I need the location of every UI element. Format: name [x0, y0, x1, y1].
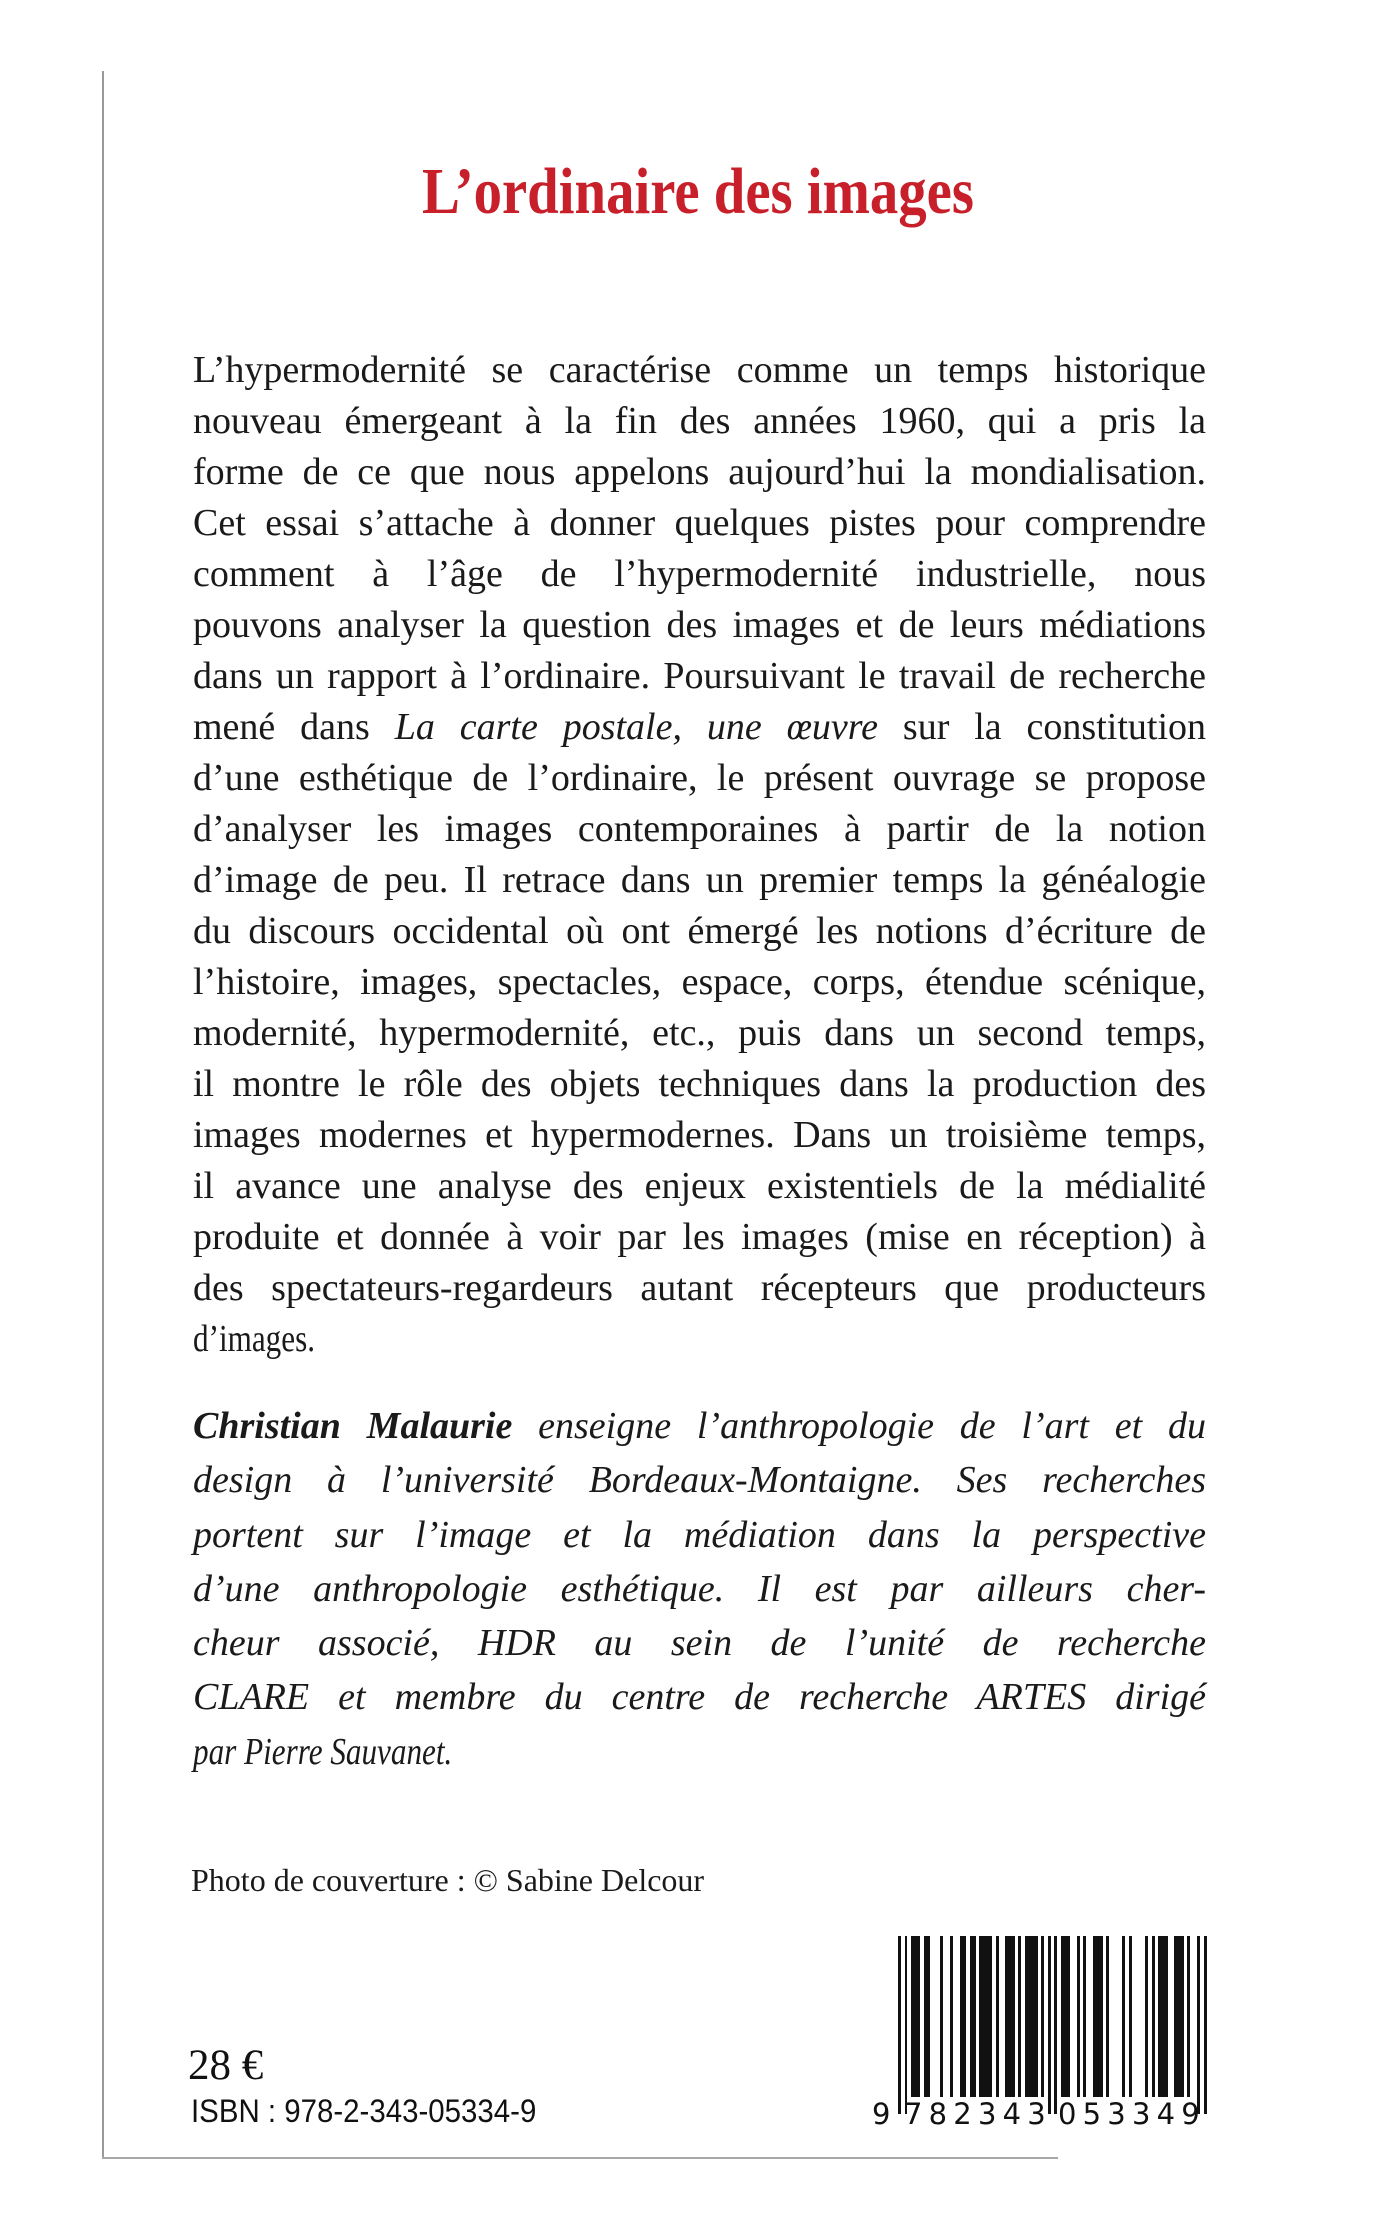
description-line: forme de ce que nous appelons aujourd’hui la mondialisation.	[193, 451, 1206, 493]
book-title: L’ordinaire des images	[422, 155, 974, 228]
bio-line: portent sur l’image et la médiation dans la perspective	[193, 1513, 1206, 1556]
barcode-bar	[924, 1936, 930, 2097]
barcode-bar	[979, 1936, 992, 2097]
description-paragraph	[193, 345, 1206, 1365]
bio-line: design à l’université Bordeaux-Montaigne. Ses recherches	[193, 1459, 1206, 1502]
barcode-bar	[1093, 1936, 1102, 2097]
description-line: mené dans La carte postale, une œuvre sur la constitution	[193, 706, 1206, 748]
ean13-barcode	[872, 1936, 1212, 2132]
bio-line: cheur associé, HDR au sein de l’unité de recherche	[193, 1622, 1206, 1665]
barcode-bar	[1187, 1936, 1190, 2097]
barcode-bar	[1106, 1936, 1109, 2097]
barcode-bar	[970, 1936, 976, 2097]
barcode-bar	[950, 1936, 953, 2097]
description-line: dans un rapport à l’ordinaire. Poursuivant le travail de recherche	[193, 655, 1206, 697]
description-line: Cet essai s’attache à donner quelques pistes pour comprendre	[193, 502, 1206, 544]
description-line: d’analyser les images contemporaines à partir de la notion	[193, 808, 1206, 850]
cited-work-title: La carte postale, une œuvre	[394, 706, 879, 748]
description-line: produite et donnée à voir par les images (mise en réception) à	[193, 1216, 1206, 1258]
price: 28 €	[188, 2042, 264, 2089]
bio-line: CLARE et membre du centre de recherche ARTES dirigé	[193, 1676, 1206, 1719]
barcode-left-group: 782343	[904, 2097, 1052, 2131]
description-line: du discours occidental où ont émergé les notions d’écriture de	[193, 910, 1206, 952]
bio-line: par Pierre Sauvanet.	[193, 1730, 453, 1773]
description-line: comment à l’âge de l’hypermodernité industrielle, nous	[193, 553, 1206, 595]
description-line: d’image de peu. Il retrace dans un premier temps la généalogie	[193, 859, 1206, 901]
barcode-bar	[1077, 1936, 1080, 2097]
barcode-bar	[1061, 1936, 1070, 2097]
description-line: d’une esthétique de l’ordinaire, le présent ouvrage se propose	[193, 757, 1206, 799]
barcode-right-group: 053349	[1058, 2097, 1206, 2131]
barcode-first-digit: 9	[872, 2097, 891, 2131]
description-line: images modernes et hypermodernes. Dans un troisième temps,	[193, 1114, 1206, 1156]
description-line: d’images.	[193, 1318, 316, 1360]
barcode-bar	[1005, 1936, 1014, 2097]
isbn-number: ISBN : 978-2-343-05334-9	[191, 2093, 537, 2129]
description-line: L’hypermodernité se caractérise comme un temps historique	[193, 349, 1206, 391]
barcode-bar	[996, 1936, 999, 2097]
barcode-bar	[960, 1936, 966, 2097]
bio-line: d’une anthropologie esthétique. Il est par ailleurs cher-	[193, 1567, 1206, 1610]
barcode-bar	[1197, 1936, 1200, 2114]
bio-line: Christian Malaurie enseigne l’anthropologie de l’art et du	[193, 1405, 1206, 1447]
barcode-bar	[1018, 1936, 1021, 2097]
barcode-bar	[1083, 1936, 1086, 2097]
description-line: des spectateurs-regardeurs autant récepteurs que producteurs	[193, 1267, 1206, 1309]
barcode-bar	[1174, 1936, 1183, 2097]
barcode-bar	[898, 1936, 901, 2114]
description-line: l’histoire, images, spectacles, espace, corps, étendue scénique,	[193, 961, 1206, 1003]
description-line: pouvons analyser la question des images et de leurs médiations	[193, 604, 1206, 646]
barcode-bar	[1054, 1936, 1057, 2114]
barcode-bar	[1204, 1936, 1207, 2114]
barcode-bar	[1122, 1936, 1125, 2097]
author-bio-paragraph	[193, 1399, 1206, 1779]
barcode-bar	[1145, 1936, 1148, 2097]
barcode-bar	[911, 1936, 920, 2097]
description-line: modernité, hypermodernité, etc., puis dans un second temps,	[193, 1012, 1206, 1054]
barcode-bar	[1048, 1936, 1051, 2114]
barcode-bars	[898, 1936, 1207, 2114]
barcode-bar	[940, 1936, 943, 2097]
left-border-rule	[102, 71, 104, 2159]
description-line: il montre le rôle des objets techniques dans la production des	[193, 1063, 1206, 1105]
description-line: nouveau émergeant à la fin des années 1960, qui a pris la	[193, 400, 1206, 442]
barcode-bar	[1129, 1936, 1132, 2097]
barcode-bar	[905, 1936, 908, 2114]
barcode-bar	[1025, 1936, 1038, 2097]
barcode-bar	[1041, 1936, 1044, 2097]
author-name: Christian Malaurie	[193, 1405, 513, 1447]
bottom-border-rule	[102, 2157, 1058, 2159]
barcode-bar	[1152, 1936, 1155, 2097]
photo-credit: Photo de couverture : © Sabine Delcour	[191, 1862, 705, 1898]
barcode-bar	[1158, 1936, 1167, 2097]
description-line: il avance une analyse des enjeux existentiels de la médialité	[193, 1165, 1206, 1207]
